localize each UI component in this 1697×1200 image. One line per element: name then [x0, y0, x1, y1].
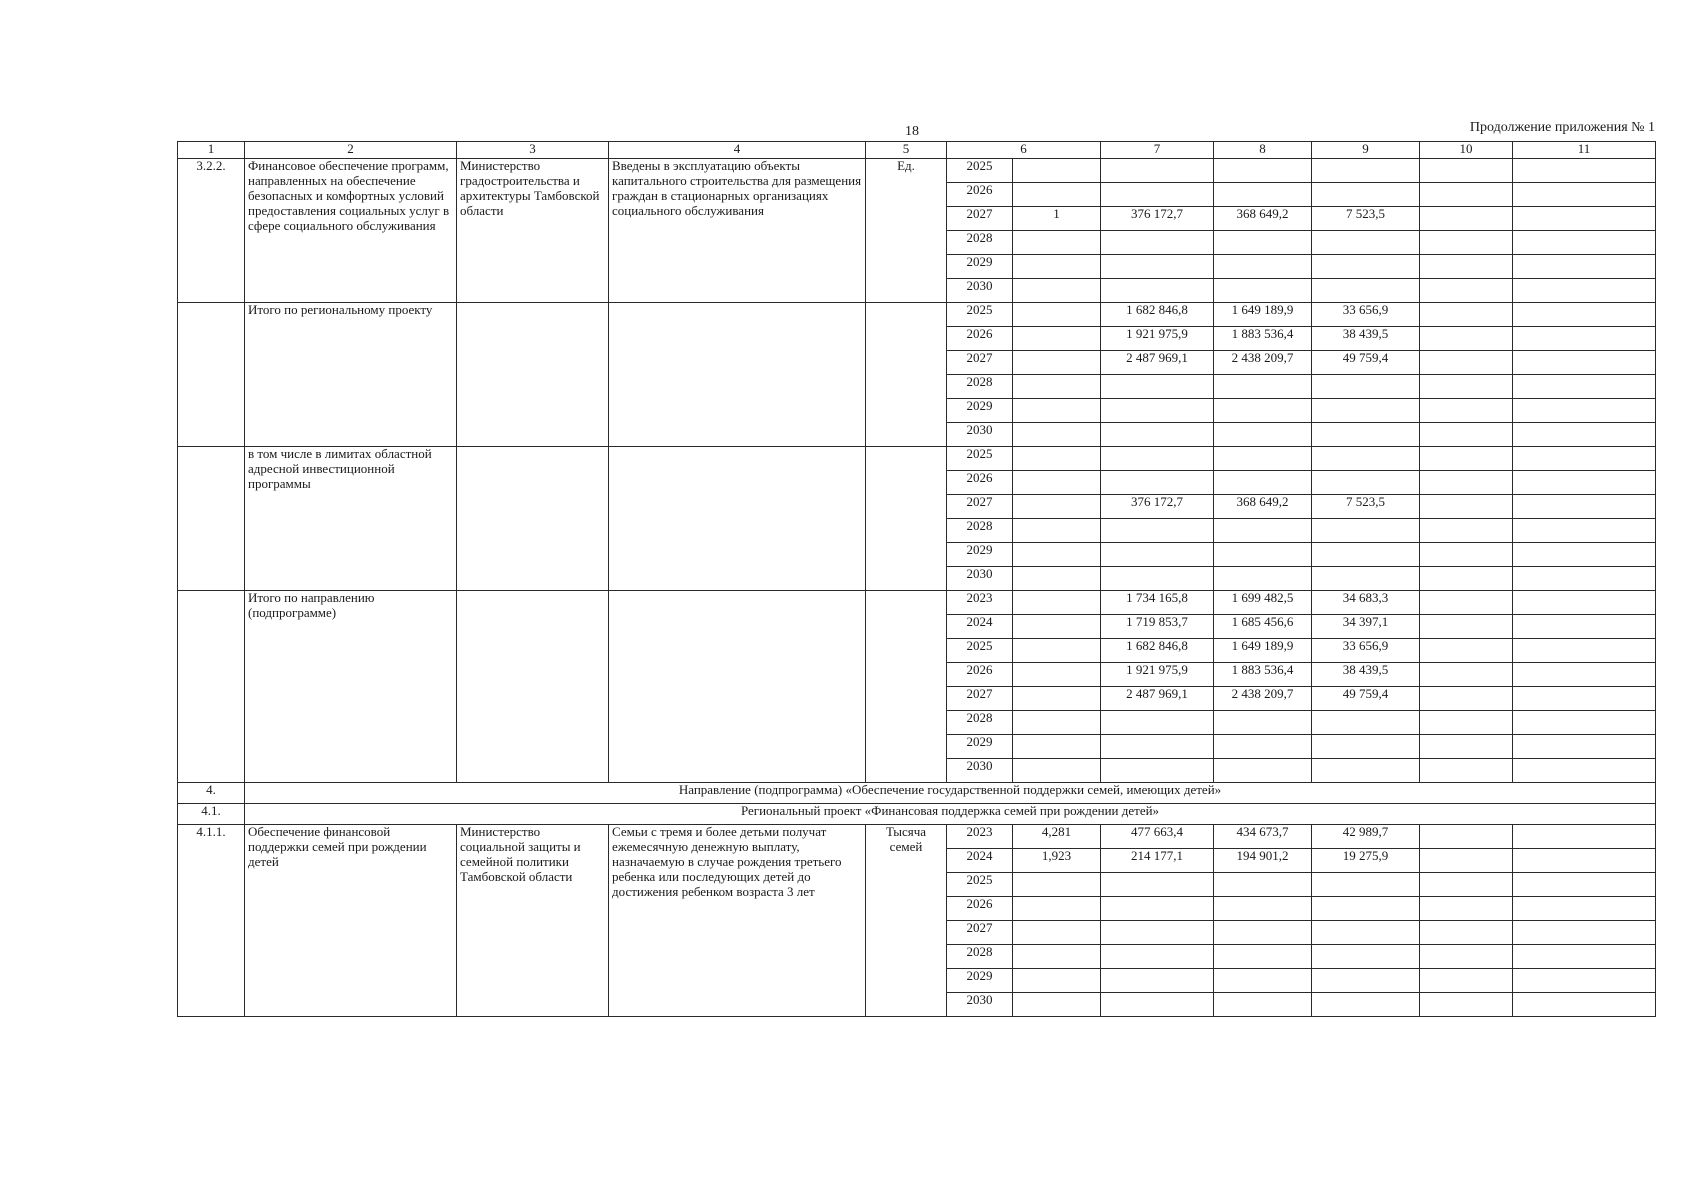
value-col9: [1312, 375, 1420, 399]
value-col11: [1513, 759, 1656, 783]
item-executor: [457, 591, 609, 783]
value-col11: [1513, 375, 1656, 399]
value-col9: [1312, 447, 1420, 471]
year-cell: 2028: [947, 231, 1013, 255]
value-col11: [1513, 327, 1656, 351]
year-cell: 2026: [947, 471, 1013, 495]
value-col9: [1312, 159, 1420, 183]
value-col8: [1214, 921, 1312, 945]
year-cell: 2025: [947, 873, 1013, 897]
value-col7: 376 172,7: [1101, 207, 1214, 231]
value-col7: 2 487 969,1: [1101, 687, 1214, 711]
value-col10: [1420, 375, 1513, 399]
value-col7: [1101, 759, 1214, 783]
value-col10: [1420, 849, 1513, 873]
value-col10: [1420, 921, 1513, 945]
value-col8: [1214, 183, 1312, 207]
value-col7: [1101, 447, 1214, 471]
item-executor: Министерство социальной защиты и семейной политики Тамбовской области: [457, 825, 609, 1017]
value-col10: [1420, 969, 1513, 993]
value-col7: [1101, 945, 1214, 969]
value-col8: 1 685 456,6: [1214, 615, 1312, 639]
page-number: 18: [905, 124, 919, 139]
value-col7: [1101, 567, 1214, 591]
value-col7: [1101, 231, 1214, 255]
value-col11: [1513, 423, 1656, 447]
value-col9: [1312, 993, 1420, 1017]
year-cell: 2027: [947, 921, 1013, 945]
value-col8: 2 438 209,7: [1214, 687, 1312, 711]
table-row: [178, 825, 1656, 849]
value-col6: [1013, 921, 1101, 945]
value-col9: [1312, 471, 1420, 495]
value-col8: 1 883 536,4: [1214, 663, 1312, 687]
value-col8: [1214, 231, 1312, 255]
value-col8: 194 901,2: [1214, 849, 1312, 873]
value-col6: [1013, 567, 1101, 591]
year-cell: 2029: [947, 543, 1013, 567]
year-cell: 2028: [947, 519, 1013, 543]
value-col8: [1214, 711, 1312, 735]
value-col9: 38 439,5: [1312, 327, 1420, 351]
value-col9: [1312, 897, 1420, 921]
column-header-5: 5: [866, 142, 947, 159]
value-col9: 7 523,5: [1312, 495, 1420, 519]
value-col6: 1: [1013, 207, 1101, 231]
value-col9: 38 439,5: [1312, 663, 1420, 687]
value-col6: [1013, 495, 1101, 519]
value-col7: [1101, 873, 1214, 897]
value-col6: [1013, 327, 1101, 351]
column-header-3: 3: [457, 142, 609, 159]
value-col6: 4,281: [1013, 825, 1101, 849]
value-col7: [1101, 735, 1214, 759]
value-col9: 34 397,1: [1312, 615, 1420, 639]
total-label: в том числе в лимитах областной адресной инвестиционной программы: [245, 447, 457, 591]
value-col6: [1013, 639, 1101, 663]
value-col6: [1013, 615, 1101, 639]
value-col7: 1 921 975,9: [1101, 663, 1214, 687]
value-col10: [1420, 159, 1513, 183]
value-col8: 2 438 209,7: [1214, 351, 1312, 375]
value-col9: [1312, 423, 1420, 447]
value-col10: [1420, 423, 1513, 447]
value-col8: [1214, 945, 1312, 969]
value-col8: [1214, 759, 1312, 783]
item-result: [609, 303, 866, 447]
table-row: [178, 591, 1656, 615]
value-col6: [1013, 279, 1101, 303]
value-col11: [1513, 567, 1656, 591]
value-col9: [1312, 921, 1420, 945]
column-header-4: 4: [609, 142, 866, 159]
value-col11: [1513, 639, 1656, 663]
value-col8: [1214, 519, 1312, 543]
year-cell: 2026: [947, 183, 1013, 207]
item-number: [178, 303, 245, 447]
table-row: [178, 159, 1656, 183]
item-result: [609, 447, 866, 591]
value-col10: [1420, 759, 1513, 783]
value-col10: [1420, 639, 1513, 663]
value-col11: [1513, 663, 1656, 687]
value-col7: [1101, 969, 1214, 993]
value-col10: [1420, 825, 1513, 849]
year-cell: 2027: [947, 207, 1013, 231]
item-result: [609, 591, 866, 783]
value-col6: [1013, 519, 1101, 543]
value-col11: [1513, 825, 1656, 849]
year-cell: 2027: [947, 351, 1013, 375]
value-col8: 434 673,7: [1214, 825, 1312, 849]
value-col11: [1513, 735, 1656, 759]
value-col6: [1013, 471, 1101, 495]
value-col10: [1420, 615, 1513, 639]
value-col9: 19 275,9: [1312, 849, 1420, 873]
value-col11: [1513, 495, 1656, 519]
value-col10: [1420, 255, 1513, 279]
value-col10: [1420, 735, 1513, 759]
column-header-11: 11: [1513, 142, 1656, 159]
value-col6: [1013, 255, 1101, 279]
year-cell: 2028: [947, 711, 1013, 735]
table-row: [178, 447, 1656, 471]
section-row: [178, 783, 1656, 804]
value-col9: [1312, 399, 1420, 423]
item-number: 4.1.1.: [178, 825, 245, 1017]
section-row: [178, 804, 1656, 825]
value-col7: [1101, 711, 1214, 735]
year-cell: 2025: [947, 447, 1013, 471]
value-col7: [1101, 423, 1214, 447]
value-col8: 1 883 536,4: [1214, 327, 1312, 351]
value-col11: [1513, 993, 1656, 1017]
value-col7: [1101, 375, 1214, 399]
value-col6: [1013, 663, 1101, 687]
year-cell: 2024: [947, 849, 1013, 873]
value-col6: [1013, 375, 1101, 399]
value-col7: [1101, 993, 1214, 1017]
value-col6: [1013, 399, 1101, 423]
value-col8: [1214, 471, 1312, 495]
column-header-1: 1: [178, 142, 245, 159]
column-header-6: 6: [947, 142, 1101, 159]
value-col8: [1214, 969, 1312, 993]
value-col7: [1101, 183, 1214, 207]
item-unit: Тысяча семей: [866, 825, 947, 1017]
value-col9: [1312, 711, 1420, 735]
section-number: 4.: [178, 783, 245, 804]
value-col11: [1513, 849, 1656, 873]
value-col7: 1 682 846,8: [1101, 303, 1214, 327]
value-col6: [1013, 591, 1101, 615]
value-col9: [1312, 945, 1420, 969]
value-col7: 1 682 846,8: [1101, 639, 1214, 663]
year-cell: 2026: [947, 663, 1013, 687]
year-cell: 2028: [947, 945, 1013, 969]
column-header-10: 10: [1420, 142, 1513, 159]
section-number: 4.1.: [178, 804, 245, 825]
value-col10: [1420, 873, 1513, 897]
value-col7: [1101, 279, 1214, 303]
value-col9: [1312, 873, 1420, 897]
value-col10: [1420, 279, 1513, 303]
value-col10: [1420, 207, 1513, 231]
value-col8: 368 649,2: [1214, 495, 1312, 519]
item-number: [178, 591, 245, 783]
year-cell: 2029: [947, 735, 1013, 759]
year-cell: 2029: [947, 399, 1013, 423]
value-col6: [1013, 351, 1101, 375]
value-col8: [1214, 447, 1312, 471]
item-unit: [866, 447, 947, 591]
value-col6: [1013, 735, 1101, 759]
value-col8: [1214, 423, 1312, 447]
value-col8: [1214, 567, 1312, 591]
value-col8: 368 649,2: [1214, 207, 1312, 231]
value-col10: [1420, 897, 1513, 921]
value-col9: [1312, 255, 1420, 279]
value-col10: [1420, 663, 1513, 687]
value-col7: 2 487 969,1: [1101, 351, 1214, 375]
value-col9: 49 759,4: [1312, 351, 1420, 375]
value-col11: [1513, 615, 1656, 639]
value-col7: [1101, 159, 1214, 183]
value-col11: [1513, 255, 1656, 279]
value-col10: [1420, 519, 1513, 543]
year-cell: 2030: [947, 759, 1013, 783]
value-col9: [1312, 231, 1420, 255]
year-cell: 2029: [947, 969, 1013, 993]
year-cell: 2027: [947, 495, 1013, 519]
value-col11: [1513, 183, 1656, 207]
value-col9: [1312, 279, 1420, 303]
item-unit: [866, 591, 947, 783]
year-cell: 2030: [947, 279, 1013, 303]
value-col10: [1420, 567, 1513, 591]
value-col10: [1420, 711, 1513, 735]
value-col6: [1013, 543, 1101, 567]
value-col11: [1513, 279, 1656, 303]
value-col6: [1013, 303, 1101, 327]
year-cell: 2030: [947, 567, 1013, 591]
column-header-8: 8: [1214, 142, 1312, 159]
value-col11: [1513, 969, 1656, 993]
value-col7: [1101, 543, 1214, 567]
value-col11: [1513, 945, 1656, 969]
item-name: Обеспечение финансовой поддержки семей при рождении детей: [245, 825, 457, 1017]
year-cell: 2023: [947, 825, 1013, 849]
item-number: 3.2.2.: [178, 159, 245, 303]
value-col8: [1214, 543, 1312, 567]
column-header-7: 7: [1101, 142, 1214, 159]
value-col7: 376 172,7: [1101, 495, 1214, 519]
value-col9: [1312, 567, 1420, 591]
value-col11: [1513, 399, 1656, 423]
value-col10: [1420, 231, 1513, 255]
value-col11: [1513, 207, 1656, 231]
value-col8: [1214, 873, 1312, 897]
value-col10: [1420, 687, 1513, 711]
year-cell: 2024: [947, 615, 1013, 639]
year-cell: 2026: [947, 327, 1013, 351]
value-col6: [1013, 945, 1101, 969]
year-cell: 2026: [947, 897, 1013, 921]
value-col6: [1013, 687, 1101, 711]
item-executor: Министерство градостроительства и архитектуры Тамбовской области: [457, 159, 609, 303]
value-col6: [1013, 711, 1101, 735]
value-col7: [1101, 471, 1214, 495]
year-cell: 2025: [947, 159, 1013, 183]
value-col6: [1013, 159, 1101, 183]
value-col7: 1 734 165,8: [1101, 591, 1214, 615]
column-header-9: 9: [1312, 142, 1420, 159]
value-col7: [1101, 519, 1214, 543]
value-col11: [1513, 543, 1656, 567]
year-cell: 2027: [947, 687, 1013, 711]
year-cell: 2030: [947, 423, 1013, 447]
column-header-row: [178, 142, 1656, 159]
value-col6: [1013, 447, 1101, 471]
value-col10: [1420, 447, 1513, 471]
value-col9: 33 656,9: [1312, 639, 1420, 663]
value-col7: 477 663,4: [1101, 825, 1214, 849]
value-col10: [1420, 495, 1513, 519]
value-col7: 1 719 853,7: [1101, 615, 1214, 639]
value-col11: [1513, 231, 1656, 255]
year-cell: 2029: [947, 255, 1013, 279]
value-col10: [1420, 399, 1513, 423]
year-cell: 2028: [947, 375, 1013, 399]
value-col8: [1214, 255, 1312, 279]
value-col9: 49 759,4: [1312, 687, 1420, 711]
value-col7: [1101, 897, 1214, 921]
value-col6: [1013, 423, 1101, 447]
value-col11: [1513, 159, 1656, 183]
value-col6: 1,923: [1013, 849, 1101, 873]
value-col11: [1513, 897, 1656, 921]
table-row: [178, 303, 1656, 327]
value-col9: [1312, 519, 1420, 543]
value-col10: [1420, 471, 1513, 495]
value-col10: [1420, 327, 1513, 351]
value-col11: [1513, 921, 1656, 945]
value-col6: [1013, 873, 1101, 897]
value-col6: [1013, 969, 1101, 993]
value-col7: 214 177,1: [1101, 849, 1214, 873]
value-col8: [1214, 375, 1312, 399]
value-col9: [1312, 183, 1420, 207]
column-header-2: 2: [245, 142, 457, 159]
section-title: Направление (подпрограмма) «Обеспечение государственной поддержки семей, имеющих детей»: [245, 783, 1656, 804]
item-result: Семьи с тремя и более детьми получат ежемесячную денежную выплату, назначаемую в случае рождения третьего ребенка или последующих детей до достижения ребенком возраста 3 лет: [609, 825, 866, 1017]
value-col7: [1101, 921, 1214, 945]
value-col11: [1513, 711, 1656, 735]
value-col9: 34 683,3: [1312, 591, 1420, 615]
value-col10: [1420, 945, 1513, 969]
value-col10: [1420, 591, 1513, 615]
value-col11: [1513, 303, 1656, 327]
total-label: Итого по региональному проекту: [245, 303, 457, 447]
total-label: Итого по направлению (подпрограмме): [245, 591, 457, 783]
year-cell: 2023: [947, 591, 1013, 615]
item-result: Введены в эксплуатацию объекты капитального строительства для размещения граждан в стационарных организациях социального обслуживания: [609, 159, 866, 303]
value-col6: [1013, 759, 1101, 783]
value-col11: [1513, 519, 1656, 543]
value-col8: [1214, 159, 1312, 183]
item-number: [178, 447, 245, 591]
item-unit: Ед.: [866, 159, 947, 303]
value-col11: [1513, 591, 1656, 615]
value-col6: [1013, 993, 1101, 1017]
value-col9: [1312, 543, 1420, 567]
value-col8: [1214, 279, 1312, 303]
value-col8: 1 649 189,9: [1214, 303, 1312, 327]
value-col9: 33 656,9: [1312, 303, 1420, 327]
value-col10: [1420, 993, 1513, 1017]
value-col7: [1101, 399, 1214, 423]
value-col7: [1101, 255, 1214, 279]
item-name: Финансовое обеспечение программ, направленных на обеспечение безопасных и комфортных условий предоставления социальных услуг в сфере социального обслуживания: [245, 159, 457, 303]
value-col8: 1 649 189,9: [1214, 639, 1312, 663]
value-col6: [1013, 183, 1101, 207]
year-cell: 2025: [947, 639, 1013, 663]
value-col6: [1013, 231, 1101, 255]
value-col9: [1312, 759, 1420, 783]
program-table: [177, 141, 1656, 1017]
continuation-note: Продолжение приложения № 1: [1469, 120, 1655, 135]
value-col8: 1 699 482,5: [1214, 591, 1312, 615]
value-col6: [1013, 897, 1101, 921]
year-cell: 2025: [947, 303, 1013, 327]
value-col10: [1420, 183, 1513, 207]
value-col8: [1214, 399, 1312, 423]
value-col9: [1312, 969, 1420, 993]
value-col10: [1420, 303, 1513, 327]
value-col11: [1513, 873, 1656, 897]
item-executor: [457, 303, 609, 447]
value-col10: [1420, 543, 1513, 567]
value-col10: [1420, 351, 1513, 375]
value-col8: [1214, 897, 1312, 921]
value-col11: [1513, 351, 1656, 375]
value-col9: 7 523,5: [1312, 207, 1420, 231]
section-title: Региональный проект «Финансовая поддержка семей при рождении детей»: [245, 804, 1656, 825]
value-col9: 42 989,7: [1312, 825, 1420, 849]
value-col11: [1513, 687, 1656, 711]
year-cell: 2030: [947, 993, 1013, 1017]
value-col9: [1312, 735, 1420, 759]
value-col7: 1 921 975,9: [1101, 327, 1214, 351]
value-col8: [1214, 735, 1312, 759]
item-unit: [866, 303, 947, 447]
value-col8: [1214, 993, 1312, 1017]
item-executor: [457, 447, 609, 591]
value-col11: [1513, 447, 1656, 471]
value-col11: [1513, 471, 1656, 495]
